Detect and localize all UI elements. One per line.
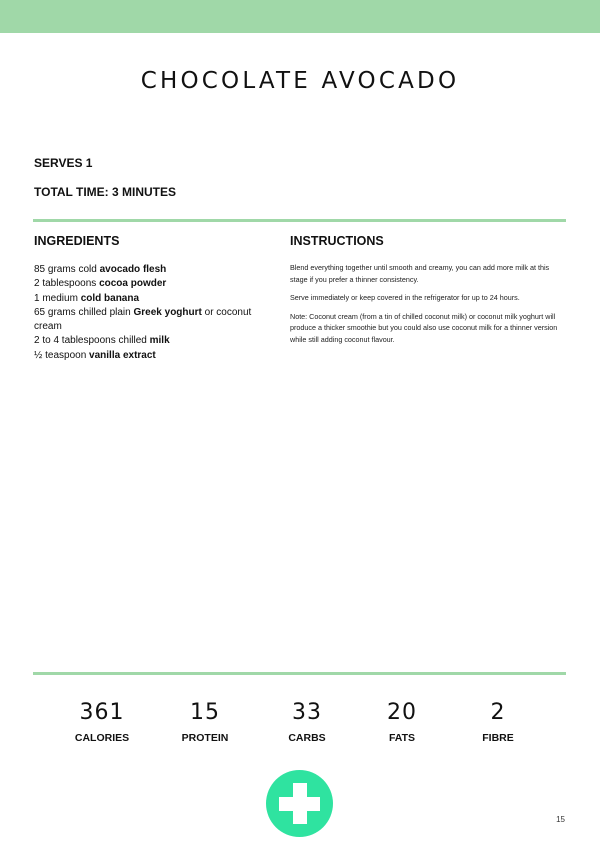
page-number: 15 (556, 815, 565, 824)
nutrition-calories (52, 700, 152, 744)
instruction-note: Note: Coconut cream (from a tin of chilled coconut milk) or coconut milk yoghurt will produce a thicker smoothie but you could also use coconut milk for a thinner version while still adding coconut flavour. (290, 311, 558, 344)
ingredient-item: 2 to 4 tablespoons chilled milk (34, 335, 170, 347)
divider-bottom (33, 672, 566, 675)
nutrition-label: FIBRE (482, 732, 514, 744)
top-color-bar (0, 0, 600, 33)
instruction-paragraph: Blend everything together until smooth and creamy, you can add more milk at this stage if you prefer a thinner consistency. (290, 263, 550, 284)
nutrition-label: FATS (388, 732, 416, 744)
nutrition-protein (155, 700, 255, 744)
nutrition-label: CARBS (288, 732, 326, 744)
nutrition-fats (352, 700, 452, 744)
plus-cross-icon (266, 770, 333, 837)
nutrition-label: CALORIES (74, 732, 130, 744)
nutrition-value: 15 (190, 700, 220, 725)
serves-label: SERVES 1 (34, 156, 93, 170)
nutrition-value: 2 (490, 700, 506, 725)
ingredients-list (34, 263, 254, 363)
nutrition-value: 20 (387, 700, 417, 725)
ingredient-item: 65 grams chilled plain Greek yoghurt or coconut cream (34, 306, 252, 333)
ingredient-item: 1 medium cold banana (34, 292, 140, 304)
nutrition-label: PROTEIN (181, 732, 229, 744)
instructions-heading: INSTRUCTIONS (290, 234, 384, 248)
ingredient-item: 2 tablespoons cocoa powder (34, 278, 167, 290)
divider-top (33, 219, 566, 222)
ingredient-item: 85 grams cold avocado flesh (34, 264, 167, 275)
ingredient-item: ½ teaspoon vanilla extract (34, 349, 156, 361)
nutrition-value: 361 (79, 700, 125, 725)
total-time-label: TOTAL TIME: 3 MINUTES (34, 185, 177, 199)
instructions-text (290, 262, 562, 352)
page-title: CHOCOLATE AVOCADO (140, 68, 460, 94)
nutrition-fibre (448, 700, 548, 744)
nutrition-carbs (257, 700, 357, 744)
nutrition-value: 33 (292, 700, 322, 725)
instruction-paragraph: Serve immediately or keep covered in the refrigerator for up to 24 hours. (290, 293, 520, 302)
ingredients-heading: INGREDIENTS (34, 234, 120, 248)
